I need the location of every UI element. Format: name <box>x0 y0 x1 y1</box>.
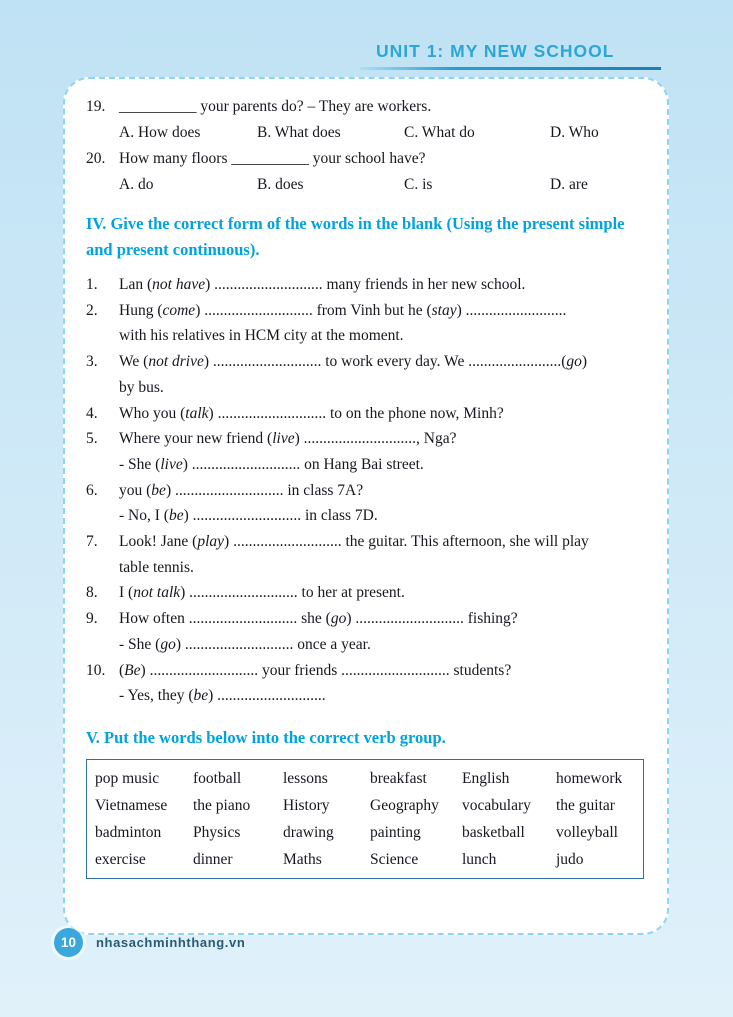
item-text: ) ............................ many friends in her new school. <box>205 276 526 293</box>
option-a: A. How does <box>119 124 201 141</box>
item-text: ) ............................ the guitar. This afternoon, she will play <box>224 533 589 551</box>
item-body <box>119 349 647 400</box>
item-text: We ( <box>119 353 149 371</box>
verb-hint: go <box>160 635 176 653</box>
word-cell: Maths <box>283 850 322 868</box>
verb-hint: be <box>151 481 166 499</box>
item-text: - No, I ( <box>119 507 169 525</box>
verb-hint: not talk <box>133 584 181 602</box>
word-cell: Science <box>370 850 419 868</box>
page-number-badge: 10 <box>54 928 83 957</box>
exercise-item <box>86 529 647 580</box>
item-number: 8. <box>86 584 98 602</box>
verb-hint: live <box>272 430 295 448</box>
item-text: How often ............................ she ( <box>119 610 331 628</box>
item-line <box>119 658 647 684</box>
item-text: - Yes, they ( <box>119 687 194 705</box>
page-footer <box>54 928 245 957</box>
item-line <box>119 298 647 324</box>
item-line <box>119 555 647 581</box>
verb-hint: come <box>162 301 196 319</box>
word-cell: homework <box>556 769 623 787</box>
item-line <box>119 580 647 606</box>
item-line <box>119 503 647 529</box>
header-underline <box>360 67 661 70</box>
item-line <box>119 529 647 555</box>
word-cell: Geography <box>370 796 439 814</box>
item-text: Hung ( <box>119 301 163 319</box>
item-text: ) .......................... <box>456 301 567 319</box>
item-line <box>119 452 647 478</box>
word-cell: vocabulary <box>462 796 531 814</box>
item-text: Who you ( <box>119 404 186 422</box>
item-text: ) <box>581 353 588 371</box>
item-body <box>119 401 647 427</box>
option-c: C. is <box>404 176 433 193</box>
question-text: __________ your parents do? – They are workers. <box>119 98 432 115</box>
item-number: 2. <box>86 301 98 319</box>
question-number: 19. <box>86 98 106 115</box>
item-number: 9. <box>86 610 98 628</box>
item-line <box>119 401 647 427</box>
item-text: ) ............................ in class 7D. <box>183 507 378 525</box>
item-text: ) ............................ to work every day. We ........................( <box>203 353 567 371</box>
item-text: ) ............................ once a year. <box>175 635 371 653</box>
verb-hint: live <box>160 455 183 473</box>
verb-hint: play <box>197 533 225 551</box>
question-body <box>119 146 647 198</box>
word-cell: lunch <box>462 850 497 868</box>
item-body <box>119 478 647 529</box>
item-line <box>119 683 647 709</box>
exercise-iv-list <box>86 272 647 709</box>
item-line <box>119 426 647 452</box>
item-text: with his relatives in HCM city at the moment. <box>119 327 404 345</box>
options-row <box>119 172 647 198</box>
word-cell: dinner <box>193 850 233 868</box>
item-text: Look! Jane ( <box>119 533 198 551</box>
item-text: ( <box>119 661 125 679</box>
item-body <box>119 580 647 606</box>
exercise-item <box>86 298 647 349</box>
word-cell: football <box>193 769 242 787</box>
item-line <box>119 349 647 375</box>
verb-hint: not drive <box>148 353 204 371</box>
item-body <box>119 529 647 580</box>
verb-hint: be <box>193 687 209 705</box>
word-cell: judo <box>556 850 584 868</box>
mcq-item <box>86 146 647 198</box>
unit-title: UNIT 1: MY NEW SCHOOL <box>376 41 615 61</box>
mcq-item <box>86 94 647 146</box>
worksheet-card <box>63 77 669 935</box>
item-text: ) ............................ to on the phone now, Minh? <box>208 404 504 422</box>
mcq-section <box>86 94 647 198</box>
word-cell: badminton <box>95 823 162 841</box>
verb-hint: go <box>330 610 347 628</box>
item-body <box>119 426 647 477</box>
exercise-item <box>86 272 647 298</box>
item-text: Lan ( <box>119 276 153 293</box>
item-text: - She ( <box>119 455 161 473</box>
options-row <box>119 120 647 146</box>
verb-hint: go <box>566 353 582 371</box>
option-c: C. What do <box>404 124 475 141</box>
word-cell: the piano <box>193 796 251 814</box>
verb-hint: Be <box>124 661 141 679</box>
item-body <box>119 606 647 657</box>
word-cell: lessons <box>283 769 328 787</box>
word-cell: drawing <box>283 823 334 841</box>
word-cell: painting <box>370 823 421 841</box>
item-line <box>119 632 647 658</box>
item-body <box>119 658 647 709</box>
item-line <box>119 323 647 349</box>
item-number: 3. <box>86 353 98 371</box>
exercise-item <box>86 580 647 606</box>
exercise-item <box>86 401 647 427</box>
exercise-item <box>86 606 647 657</box>
item-text: ) ............................ <box>208 687 326 705</box>
section-v-heading: V. Put the words below into the correct verb group. <box>86 727 446 747</box>
verb-hint: be <box>168 507 184 525</box>
item-number: 7. <box>86 533 98 551</box>
question-number: 20. <box>86 150 106 167</box>
option-a: A. do <box>119 176 154 193</box>
item-text: ) ............................ in class 7A? <box>165 481 364 499</box>
word-cell: pop music <box>95 769 160 787</box>
item-text: by bus. <box>119 378 164 396</box>
item-text: you ( <box>119 481 152 499</box>
word-cell: English <box>462 769 510 787</box>
word-cell: Vietnamese <box>95 796 168 814</box>
item-text: ) ............................ your friends ............................ students? <box>140 661 512 679</box>
item-line <box>119 272 647 298</box>
item-number: 5. <box>86 430 98 448</box>
item-number: 10. <box>86 661 106 679</box>
word-cell: exercise <box>95 850 146 868</box>
exercise-item <box>86 658 647 709</box>
item-text: Where your new friend ( <box>119 430 273 448</box>
item-number: 6. <box>86 481 98 499</box>
word-cell: History <box>283 796 330 814</box>
exercise-item <box>86 349 647 400</box>
option-d: D. are <box>550 176 588 193</box>
item-text: - She ( <box>119 635 161 653</box>
item-number: 1. <box>86 276 98 293</box>
exercise-item <box>86 478 647 529</box>
question-body <box>119 94 647 146</box>
item-text: ) ............................ fishing? <box>346 610 518 628</box>
footer-website: nhasachminhthang.vn <box>96 935 246 950</box>
item-text: ) ............................ on Hang Bai street. <box>182 455 424 473</box>
verb-hint: not have <box>152 276 206 293</box>
item-text: ) ............................ to her at present. <box>180 584 405 602</box>
option-d: D. Who <box>550 124 599 141</box>
item-text: ) ............................ from Vinh but he ( <box>195 301 432 319</box>
option-b: B. What does <box>257 124 341 141</box>
word-cell: Physics <box>193 823 241 841</box>
item-text: ) ............................., Nga? <box>294 430 457 448</box>
question-text: How many floors __________ your school have? <box>119 150 426 167</box>
item-text: I ( <box>119 584 134 602</box>
item-line <box>119 606 647 632</box>
item-number: 4. <box>86 404 98 422</box>
item-body <box>119 272 647 298</box>
section-iv-heading: IV. Give the correct form of the words in the blank (Using the present simple and present continuous). <box>86 214 625 259</box>
option-b: B. does <box>257 176 304 193</box>
item-body <box>119 298 647 349</box>
item-text: table tennis. <box>119 558 194 576</box>
item-line <box>119 478 647 504</box>
item-line <box>119 375 647 401</box>
exercise-item <box>86 426 647 477</box>
word-cell: breakfast <box>370 769 427 787</box>
verb-hint: talk <box>185 404 209 422</box>
word-cell: the guitar <box>556 796 615 814</box>
word-cell: volleyball <box>556 823 618 841</box>
word-box <box>86 759 644 879</box>
verb-hint: stay <box>431 301 457 319</box>
word-cell: basketball <box>462 823 525 841</box>
